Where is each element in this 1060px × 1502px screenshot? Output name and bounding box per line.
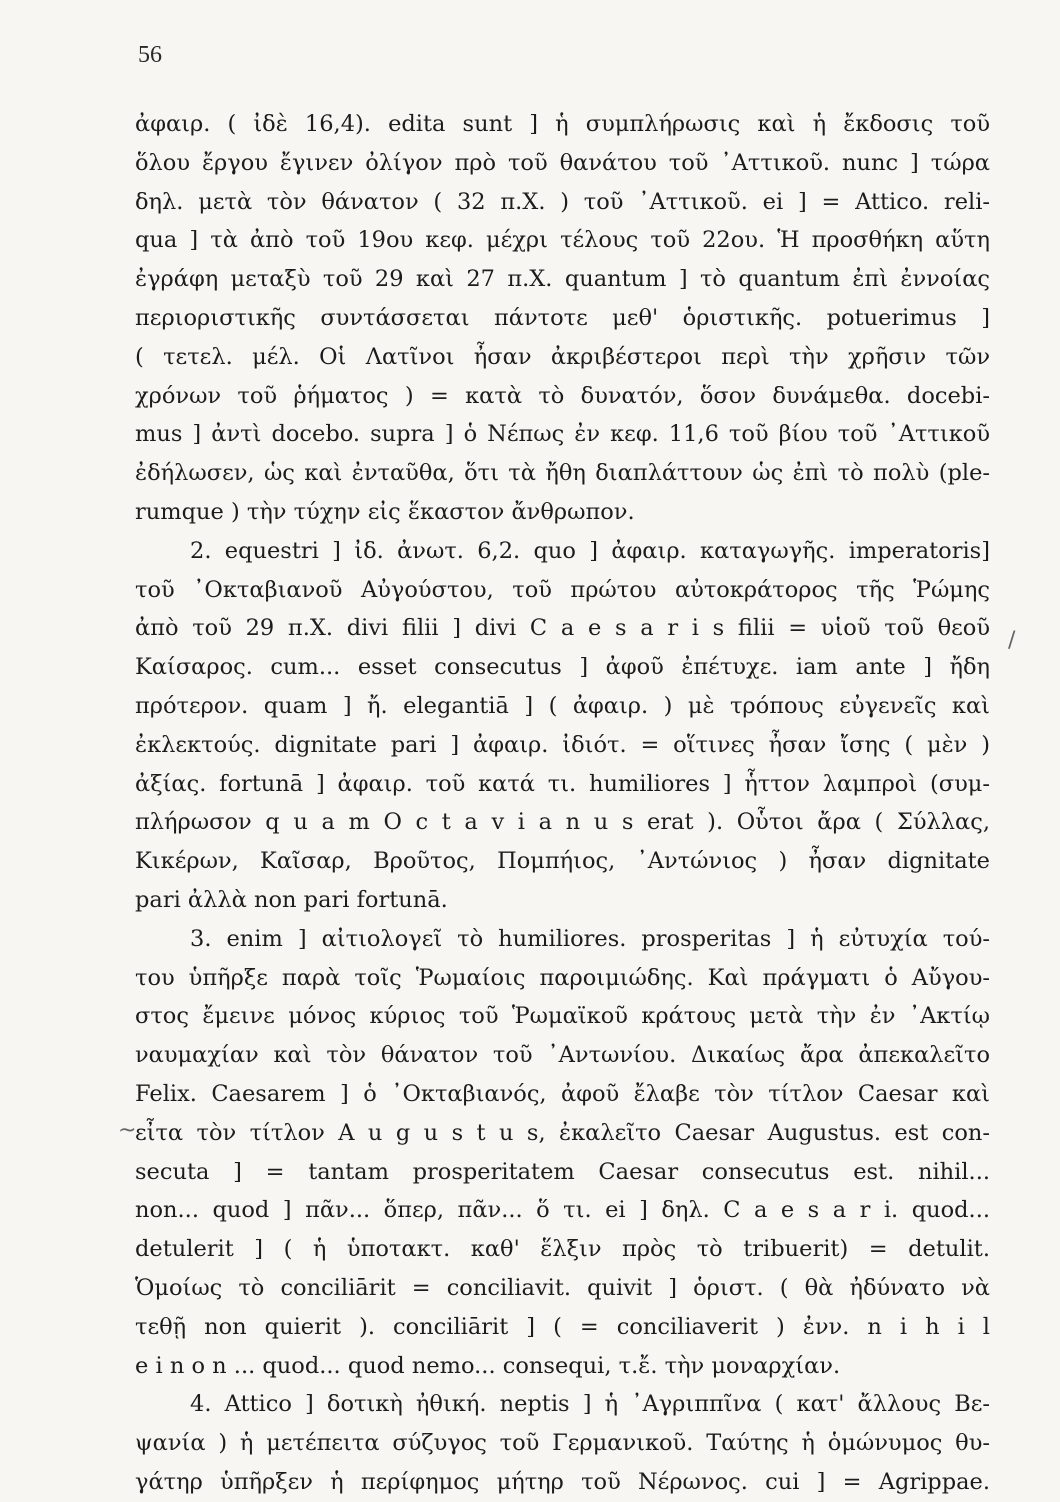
text-line: ( τετελ. μέλ. Οἱ Λατῖνοι ἦσαν ἀκριβέστεροι περὶ τὴν χρῆσιν τῶν bbox=[135, 343, 990, 370]
text-line: περιοριστικῆς συντάσσεται πάντοτε μεθ' ὁριστικῆς. potuerimus ] bbox=[135, 304, 990, 331]
text-line: τοῦ ᾿Οκταβιανοῦ Αὐγούστου, τοῦ πρώτου αὐτοκράτορος τῆς Ῥώμης bbox=[135, 576, 990, 603]
text-line: ἀξίας. fortunā ] ἀφαιρ. τοῦ κατά τι. humiliores ] ἧττον λαμπροὶ (συμ- bbox=[135, 770, 990, 797]
text-line: 3. enim ] αἰτιολογεῖ τὸ humiliores. prosperitas ] ἡ εὐτυχία τού- bbox=[190, 925, 990, 952]
text-line: χρόνων τοῦ ῥήματος ) = κατὰ τὸ δυνατόν, ὅσον δυνάμεθα. docebi- bbox=[135, 382, 990, 409]
text-line: ὅλου ἔργου ἔγινεν ὀλίγον πρὸ τοῦ θανάτου τοῦ ᾿Αττικοῦ. nunc ] τώρα bbox=[135, 149, 990, 176]
text-line: εἶτα τὸν τίτλον A u g u s t u s, ἐκαλεῖτο Caesar Augustus. est con- bbox=[135, 1119, 990, 1146]
text-line: ἐκλεκτούς. dignitate pari ] ἀφαιρ. ἰδιότ. = οἵτινες ἦσαν ἴσης ( μὲν ) bbox=[135, 731, 990, 758]
text-line: 2. equestri ] ἰδ. ἀνωτ. 6,2. quo ] ἀφαιρ. καταγωγῆς. imperatoris] bbox=[190, 537, 990, 564]
text-line: detulerit ] ( ἡ ὑποτακτ. καθ' ἕλξιν πρὸς τὸ tribuerit) = detulit. bbox=[135, 1236, 990, 1263]
text-line: Ὁμοίως τὸ conciliārit = conciliavit. quivit ] ὁριστ. ( θὰ ἠδύνατο νὰ bbox=[135, 1274, 990, 1301]
text-line: Κικέρων, Καῖσαρ, Βροῦτος, Πομπήιος, ᾿Αντώνιος ) ἦσαν dignitate bbox=[135, 848, 990, 875]
text-line: ἀπὸ τοῦ 29 π.Χ. divi filii ] divi C a e s a r i s filii = υἱοῦ τοῦ θεοῦ bbox=[135, 615, 990, 642]
text-line: 4. Attico ] δοτικὴ ἠθική. neptis ] ἡ ᾿Αγριππῖνα ( κατ' ἄλλους Βε- bbox=[190, 1391, 990, 1418]
text-line: ἐγράφη μεταξὺ τοῦ 29 καὶ 27 π.Χ. quantum ] τὸ quantum ἐπὶ ἐννοίας bbox=[135, 266, 990, 293]
text-line: πλήρωσον q u a m O c t a v i a n u s erat ). Οὗτοι ἄρα ( Σύλλας, bbox=[135, 809, 990, 836]
margin-mark-tilde: ~ bbox=[118, 1118, 137, 1143]
text-line: ψανία ) ἡ μετέπειτα σύζυγος τοῦ Γερμανικοῦ. Ταύτης ἡ ὁμώνυμος θυ- bbox=[135, 1430, 990, 1457]
text-line: τεθῇ non quierit ). conciliārit ] ( = conciliaverit ) ἐνν. n i h i l bbox=[135, 1313, 990, 1340]
margin-mark-slash: / bbox=[1008, 628, 1016, 653]
text-line: δηλ. μετὰ τὸν θάνατον ( 32 π.Χ. ) τοῦ ᾿Αττικοῦ. ei ] = Attico. reli- bbox=[135, 188, 990, 215]
text-line: του ὑπῆρξε παρὰ τοῖς Ῥωμαίοις παροιμιώδης. Καὶ πράγματι ὁ Αὔγου- bbox=[135, 964, 990, 991]
commentary-text bbox=[135, 105, 990, 1502]
text-line: στος ἔμεινε μόνος κύριος τοῦ Ῥωμαϊκοῦ κράτους μετὰ τὴν ἐν ᾿Ακτίῳ bbox=[135, 1003, 990, 1030]
text-line: γάτηρ ὑπῆρξεν ἡ περίφημος μήτηρ τοῦ Νέρωνος. cui ] = Agrippae. bbox=[135, 1468, 990, 1495]
text-line: qua ] τὰ ἀπὸ τοῦ 19ου κεφ. μέχρι τέλους τοῦ 22ου. Ἡ προσθήκη αὕτη bbox=[135, 227, 990, 254]
text-line: pari ἀλλὰ non pari fortunā. bbox=[135, 886, 448, 913]
text-line: ἐδήλωσεν, ὡς καὶ ἐνταῦθα, ὅτι τὰ ἤθη διαπλάττουν ὡς ἐπὶ τὸ πολὺ (ple- bbox=[135, 460, 990, 487]
text-line: secuta ] = tantam prosperitatem Caesar consecutus est. nihil... bbox=[135, 1158, 990, 1185]
page-number: 56 bbox=[138, 42, 162, 68]
text-line: ναυμαχίαν καὶ τὸν θάνατον τοῦ ᾿Αντωνίου. Δικαίως ἄρα ἀπεκαλεῖτο bbox=[135, 1042, 990, 1069]
text-line: rumque ) τὴν τύχην εἰς ἕκαστον ἄνθρωπον. bbox=[135, 498, 635, 525]
text-line: Felix. Caesarem ] ὁ ᾿Οκταβιανός, ἀφοῦ ἔλαβε τὸν τίτλον Caesar καὶ bbox=[135, 1080, 990, 1107]
text-line: ἀφαιρ. ( ἰδὲ 16,4). edita sunt ] ἡ συμπλήρωσις καὶ ἡ ἔκδοσις τοῦ bbox=[135, 111, 990, 137]
text-line: mus ] ἀντὶ docebo. supra ] ὁ Νέπως ἐν κεφ. 11,6 τοῦ βίου τοῦ ᾿Αττικοῦ bbox=[135, 421, 990, 448]
text-line: πρότερον. quam ] ἤ. elegantiā ] ( ἀφαιρ. ) μὲ τρόπους εὐγενεῖς καὶ bbox=[135, 692, 990, 719]
text-line: non... quod ] πᾶν... ὅπερ, πᾶν... ὅ τι. ei ] δηλ. C a e s a r i. quod... bbox=[135, 1197, 990, 1224]
text-line: Καίσαρος. cum... esset consecutus ] ἀφοῦ ἐπέτυχε. iam ante ] ἤδη bbox=[135, 654, 990, 681]
text-line: e i n o n ... quod... quod nemo... consequi, τ.ἔ. τὴν μοναρχίαν. bbox=[135, 1352, 841, 1379]
